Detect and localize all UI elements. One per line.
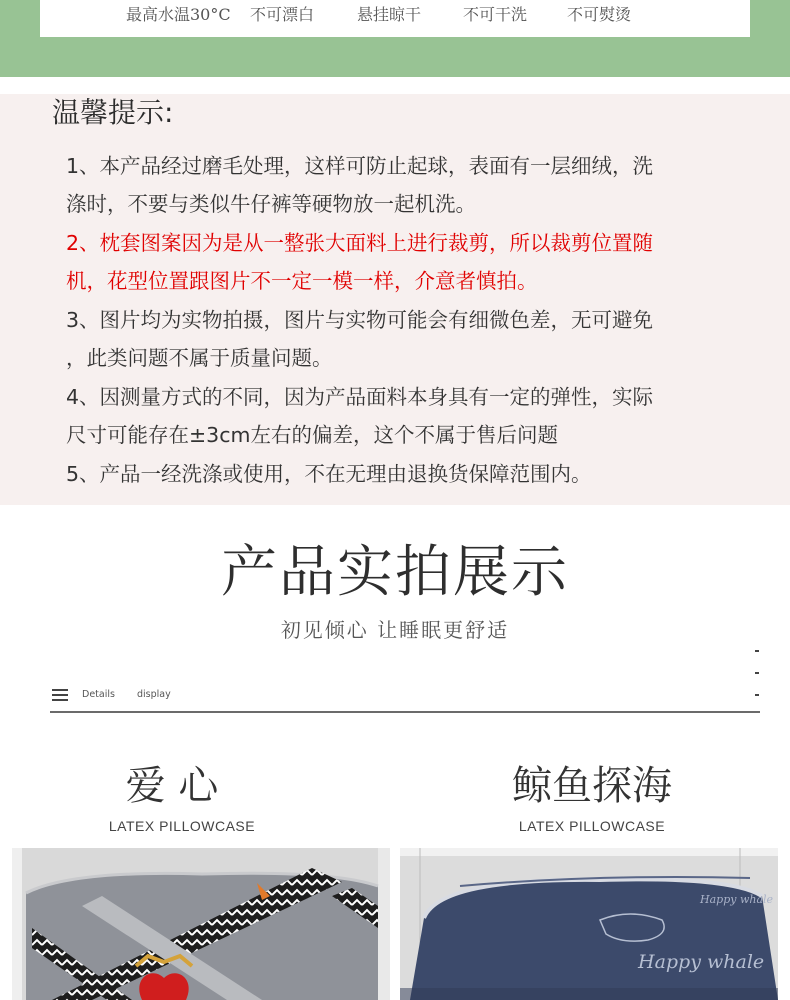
menu-icon[interactable] (52, 689, 68, 701)
tip-line: 尺寸可能存在±3cm左右的偏差，这个不属于售后问题 (66, 423, 558, 447)
decorative-dashes (755, 650, 759, 716)
tips-title: 温馨提示: (52, 96, 174, 129)
tip-line: 1、本产品经过磨毛处理，这样可防止起球，表面有一层细绒，洗 (66, 154, 654, 178)
care-label-card (40, 0, 750, 37)
care-label-no-bleach: 不可漂白 (250, 5, 315, 24)
tip-line-warning: 2、枕套图案因为是从一整张大面料上进行裁剪，所以裁剪位置随 (66, 231, 654, 255)
care-label-no-dry-clean: 不可干洗 (463, 5, 528, 24)
tip-line: 3、图片均为实物拍摄，图片与实物可能会有细微色差，无可避免 (66, 308, 654, 332)
heart-pillow-image (12, 848, 390, 1000)
product-photo-whale (400, 848, 778, 1000)
divider (50, 711, 760, 713)
nav-display-label: display (137, 689, 171, 700)
tip-line-warning: 机，花型位置跟图片不一定一模一样，介意者慎拍。 (66, 269, 538, 293)
tip-line: 5、产品一经洗涤或使用，不在无理由退换货保障范围内。 (66, 462, 592, 486)
product-caption-whale: LATEX PILLOWCASE (518, 818, 666, 834)
whale-pillow-image (400, 848, 778, 1000)
product-photo-heart (12, 848, 390, 1000)
product-caption-heart: LATEX PILLOWCASE (108, 818, 256, 834)
tip-line: ，此类问题不属于质量问题。 (66, 346, 333, 370)
whale-print-small: Happy whale (700, 893, 774, 906)
whale-print-text: Happy whale (638, 951, 765, 973)
section-title: 产品实拍展示 (221, 540, 569, 605)
care-label-water-temp: 最高水温30°C (126, 5, 231, 24)
nav-details-label: Details (82, 689, 115, 700)
tips-panel (0, 94, 790, 505)
product-name-heart: 爱 心 (125, 763, 219, 809)
care-label-hang-dry: 悬挂晾干 (357, 5, 422, 24)
section-subtitle: 初见倾心 让睡眠更舒适 (280, 618, 510, 642)
product-name-whale: 鲸鱼探海 (512, 763, 672, 809)
care-label-band (0, 0, 790, 77)
tip-line: 4、因测量方式的不同，因为产品面料本身具有一定的弹性，实际 (66, 385, 654, 409)
tip-line: 涤时，不要与类似牛仔裤等硬物放一起机洗。 (66, 192, 476, 216)
care-label-no-iron: 不可熨烫 (567, 5, 632, 24)
